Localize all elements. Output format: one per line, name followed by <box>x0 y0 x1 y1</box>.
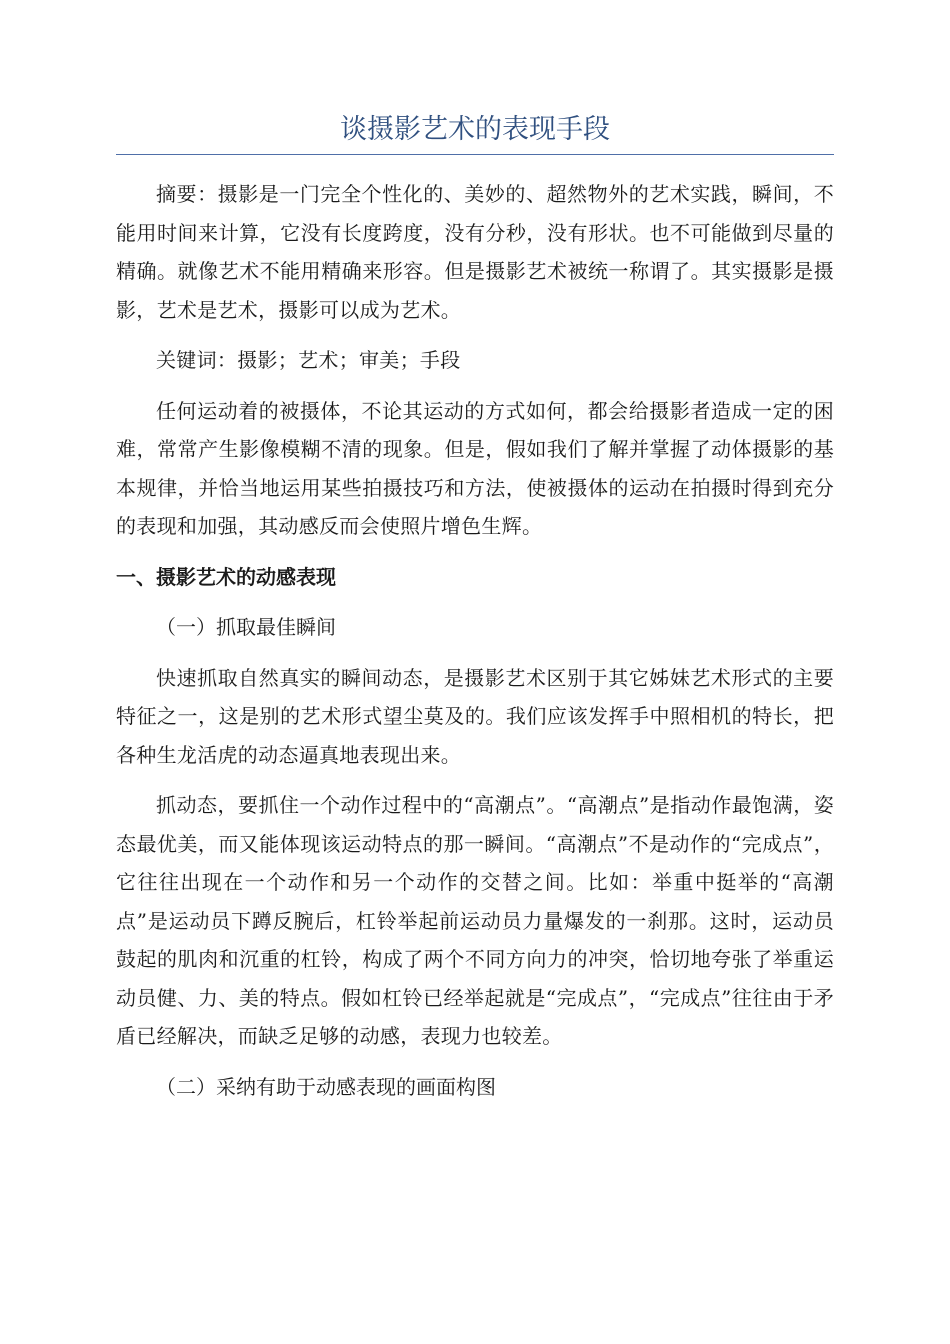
document-body <box>116 110 834 1106</box>
keywords-paragraph: 关键词：摄影；艺术；审美；手段 <box>156 348 461 372</box>
subsection-heading-1: （一）抓取最佳瞬间 <box>156 615 336 639</box>
body-paragraph: 抓动态，要抓住一个动作过程中的“高潮点”。“高潮点”是指动作最饱满，姿态最优美，而又能体现该运动特点的那一瞬间。“高潮点”不是动作的“完成点”，它往往出现在一个动作和另一个动作的交替之间。比如：举重中挺举的“高潮点”是运动员下蹲反腕后，杠铃举起前运动员力量爆发的一刹那。这时，运动员鼓起的肌肉和沉重的杠铃，构成了两个不同方向力的冲突，恰切地夸张了举重运动员健、力、美的特点。假如杠铃已经举起就是“完成点”，“完成点”往往由于矛盾已经解决，而缺乏足够的动感，表现力也较差。 <box>116 793 834 1048</box>
document-title: 谈摄影艺术的表现手段 <box>116 110 834 155</box>
intro-paragraph: 任何运动着的被摄体，不论其运动的方式如何，都会给摄影者造成一定的困难，常常产生影像模糊不清的现象。但是，假如我们了解并掌握了动体摄影的基本规律，并恰当地运用某些拍摄技巧和方法，使被摄体的运动在拍摄时得到充分的表现和加强，其动感反而会使照片增色生辉。 <box>116 398 834 538</box>
section-heading-1: 一、摄影艺术的动感表现 <box>116 564 336 589</box>
abstract-paragraph: 摘要：摄影是一门完全个性化的、美妙的、超然物外的艺术实践，瞬间，不能用时间来计算，它没有长度跨度，没有分秒，没有形状。也不可能做到尽量的精确。就像艺术不能用精确来形容。但是摄影艺术被统一称谓了。其实摄影是摄影，艺术是艺术，摄影可以成为艺术。 <box>116 182 834 322</box>
subsection-heading-2: （二）采纳有助于动感表现的画面构图 <box>156 1074 496 1099</box>
body-paragraph: 快速抓取自然真实的瞬间动态，是摄影艺术区别于其它姊妹艺术形式的主要特征之一，这是别的艺术形式望尘莫及的。我们应该发挥手中照相机的特长，把各种生龙活虎的动态逼真地表现出来。 <box>116 665 834 767</box>
